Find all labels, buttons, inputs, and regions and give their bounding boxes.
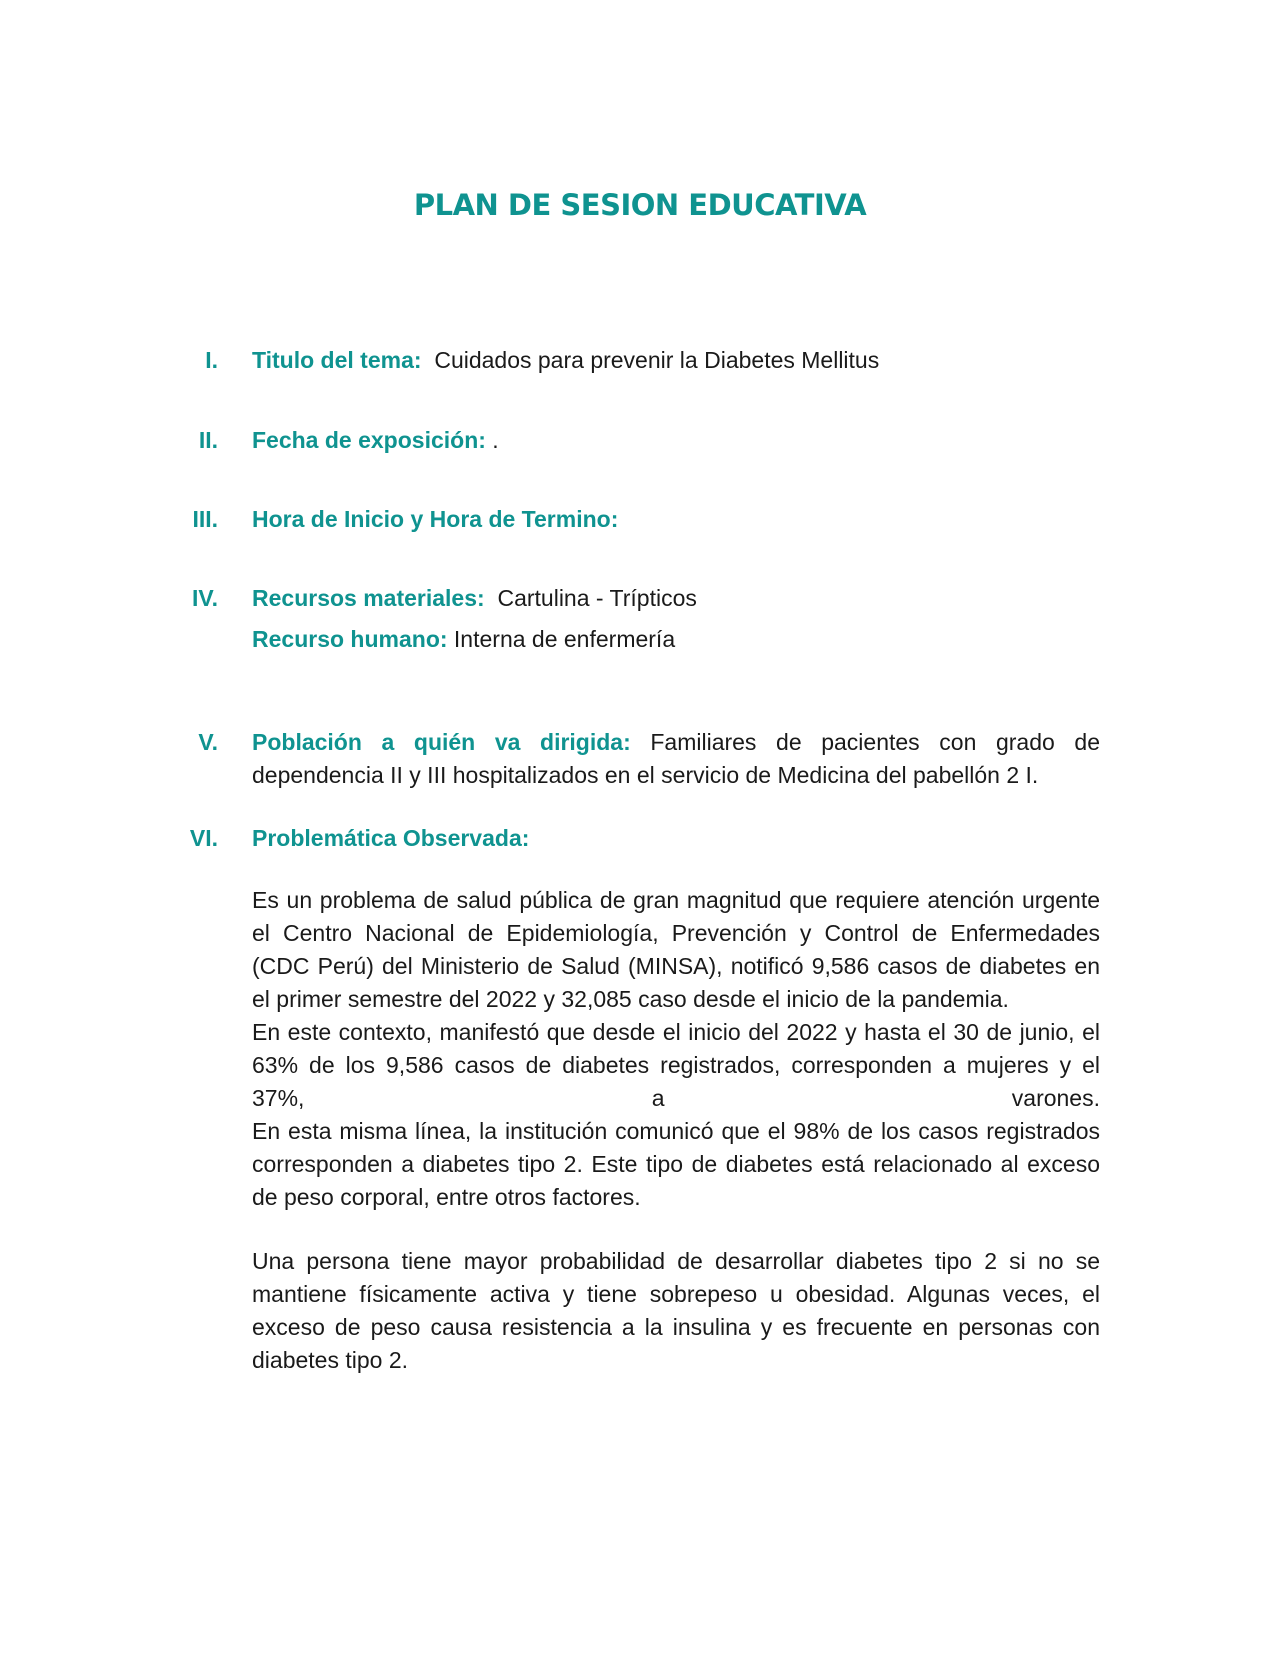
- section-numeral: VI.: [189, 825, 218, 851]
- section-sub-label: Recurso humano:: [252, 626, 448, 652]
- section-value: Cuidados para prevenir la Diabetes Mellitus: [434, 347, 880, 373]
- section-sub-value: Interna de enfermería: [453, 626, 676, 652]
- paragraph: Una persona tiene mayor probabilidad de desarrollar diabetes tipo 2 si no se mantiene físicamente activa y tiene sobrepeso u obesidad. Algunas veces, el exceso de peso causa resistencia a la insulina y es frecuente en personas con diabetes tipo 2.: [252, 1248, 1100, 1373]
- section-value: Cartulina - Trípticos: [497, 585, 697, 611]
- document-title: PLAN DE SESION EDUCATIVA: [413, 188, 867, 222]
- section-value: Familiares de pacientes con grado de dependencia II y III hospitalizados en el servicio de Medicina del pabellón 2 I.: [252, 729, 1100, 788]
- section-label: Titulo del tema:: [252, 347, 422, 373]
- section-label: Fecha de exposición:: [252, 427, 486, 453]
- section-numeral: I.: [205, 347, 218, 373]
- section-value: .: [492, 427, 499, 453]
- paragraph: En esta misma línea, la institución comunicó que el 98% de los casos registrados corresponden a diabetes tipo 2. Este tipo de diabetes está relacionado al exceso de peso corporal, entre otros factores.: [252, 1118, 1100, 1210]
- section-numeral: IV.: [191, 585, 218, 611]
- section-numeral: II.: [198, 427, 218, 453]
- section-label: Hora de Inicio y Hora de Termino:: [252, 506, 619, 532]
- section-numeral: V.: [198, 729, 218, 755]
- paragraph: En este contexto, manifestó que desde el inicio del 2022 y hasta el 30 de junio, el 63% de los 9,586 casos de diabetes registrados, corresponden a mujeres y el 37%, a varones.: [252, 1019, 1100, 1111]
- section-numeral: III.: [192, 506, 218, 532]
- section-label: Problemática Observada:: [252, 825, 530, 851]
- section-label: Población a quién va dirigida:: [252, 729, 631, 755]
- section-label: Recursos materiales:: [252, 585, 485, 611]
- paragraph: Es un problema de salud pública de gran magnitud que requiere atención urgente el Centro Nacional de Epidemiología, Prevención y Control de Enfermedades (CDC Perú) del Ministerio de Salud (MINSA), notificó 9,586 casos de diabetes en el primer semestre del 2022 y 32,085 caso desde el inicio de la pandemia.: [252, 887, 1100, 1012]
